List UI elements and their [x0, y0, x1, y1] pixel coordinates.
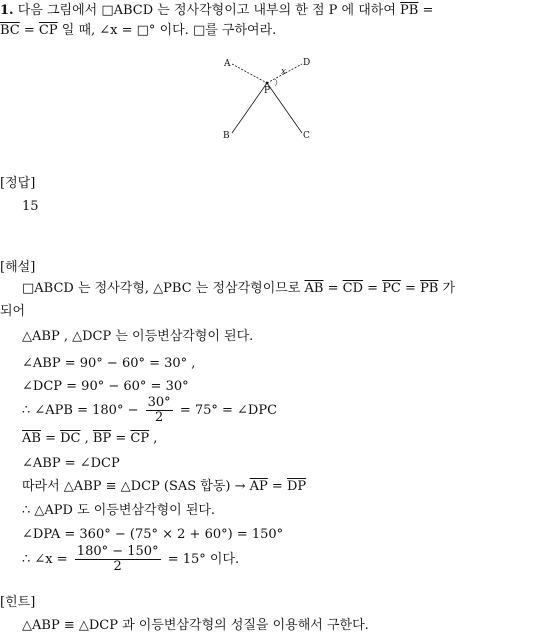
problem-text-2: 일 때, ∠x = □° 이다. □를 구하여라.	[57, 23, 277, 38]
separator: ,	[149, 431, 158, 446]
explanation-line-12	[22, 543, 239, 577]
answer-heading: [정답]	[0, 176, 36, 191]
explanation-line-11: ∠DPA = 360° − (75° × 2 + 60°) = 150°	[22, 527, 284, 542]
label-a: A	[224, 59, 231, 69]
label-c: C	[303, 131, 310, 141]
fraction	[146, 396, 173, 425]
hint-heading: [힌트]	[0, 595, 36, 610]
equals-sign: =	[323, 281, 343, 296]
equals-sign: =	[267, 479, 287, 494]
hint-text: △ABP ≡ △DCP 과 이등변삼각형의 성질을 이용해서 구한다.	[22, 618, 369, 633]
segment-bp: $\overline{BP}$	[92, 431, 112, 446]
segment-dc: $\overline{DC}$	[60, 431, 81, 446]
explanation-text: = 15° 이다.	[167, 552, 240, 567]
problem-line-1	[0, 2, 433, 20]
explanation-text: = 75° = ∠DPC	[179, 403, 278, 418]
point-p	[266, 82, 269, 85]
explanation-line-3: △ABP , △DCP 는 이등변삼각형이 된다.	[22, 329, 254, 344]
segment-cp: $\overline{CP}$	[38, 23, 58, 38]
segment-pb-line	[232, 83, 267, 133]
segment-cp: $\overline{CP}$	[130, 431, 150, 446]
segment-pb: $\overline{PB}$	[420, 281, 439, 296]
label-x: x	[281, 67, 287, 77]
equals-sign: =	[111, 431, 131, 446]
explanation-line-5: ∠DCP = 90° − 60° = 30°	[22, 379, 189, 394]
label-b: B	[223, 131, 230, 141]
explanation-text: □ABCD 는 정사각형, △PBC 는 정삼각형이므로	[22, 281, 305, 296]
answer-value: 15	[22, 199, 39, 214]
label-p: P	[264, 86, 271, 96]
explanation-line-2: 되어	[0, 304, 26, 319]
label-d: D	[303, 58, 311, 68]
fraction	[75, 545, 161, 574]
explanation-line-1	[22, 280, 455, 298]
explanation-text: 따라서 △ABP ≡ △DCP (SAS 합동) →	[22, 479, 250, 494]
explanation-line-7	[22, 430, 157, 448]
denominator: 2	[155, 410, 164, 425]
segment-pc-line	[267, 83, 302, 133]
segment-pb: $\overline{PB}$	[400, 3, 419, 18]
explanation-line-8: ∠ABP = ∠DCP	[22, 456, 120, 471]
numerator: 30°	[147, 395, 171, 410]
problem-number: 1.	[0, 3, 14, 18]
geometry-diagram	[215, 50, 325, 145]
problem-text: 다음 그림에서 □ABCD 는 정사각형이고 내부의 한 점 P 에 대하여	[17, 3, 401, 18]
explanation-text: ∴ ∠x =	[22, 552, 68, 567]
segment-ab: $\overline{AB}$	[304, 281, 324, 296]
segment-cd: $\overline{CD}$	[342, 281, 364, 296]
angle-x-arc	[275, 79, 277, 86]
explanation-text: ∴ ∠APB = 180° −	[22, 403, 139, 418]
separator: ,	[80, 431, 93, 446]
equals-sign: =	[400, 281, 421, 296]
problem-line-2	[0, 22, 276, 40]
equals-sign: =	[19, 23, 39, 38]
explanation-heading: [해설]	[0, 260, 36, 275]
numerator: 180° − 150°	[76, 544, 159, 559]
explanation-text: 가	[438, 281, 456, 296]
segment-dp: $\overline{DP}$	[286, 479, 307, 494]
explanation-line-4: ∠ABP = 90° − 60° = 30° ,	[22, 356, 196, 371]
equals-sign: =	[418, 3, 434, 18]
segment-bc: $\overline{BC}$	[0, 23, 20, 38]
explanation-line-10: ∴ △APD 도 이등변삼각형이 된다.	[22, 503, 216, 518]
equals-sign: =	[363, 281, 383, 296]
explanation-line-6	[22, 395, 277, 427]
segment-ap-line	[232, 64, 267, 83]
explanation-line-9	[22, 478, 306, 496]
segment-ap: $\overline{AP}$	[249, 479, 268, 494]
segment-ab: $\overline{AB}$	[22, 431, 41, 446]
segment-pc: $\overline{PC}$	[382, 281, 401, 296]
denominator: 2	[113, 559, 122, 574]
equals-sign: =	[40, 431, 61, 446]
